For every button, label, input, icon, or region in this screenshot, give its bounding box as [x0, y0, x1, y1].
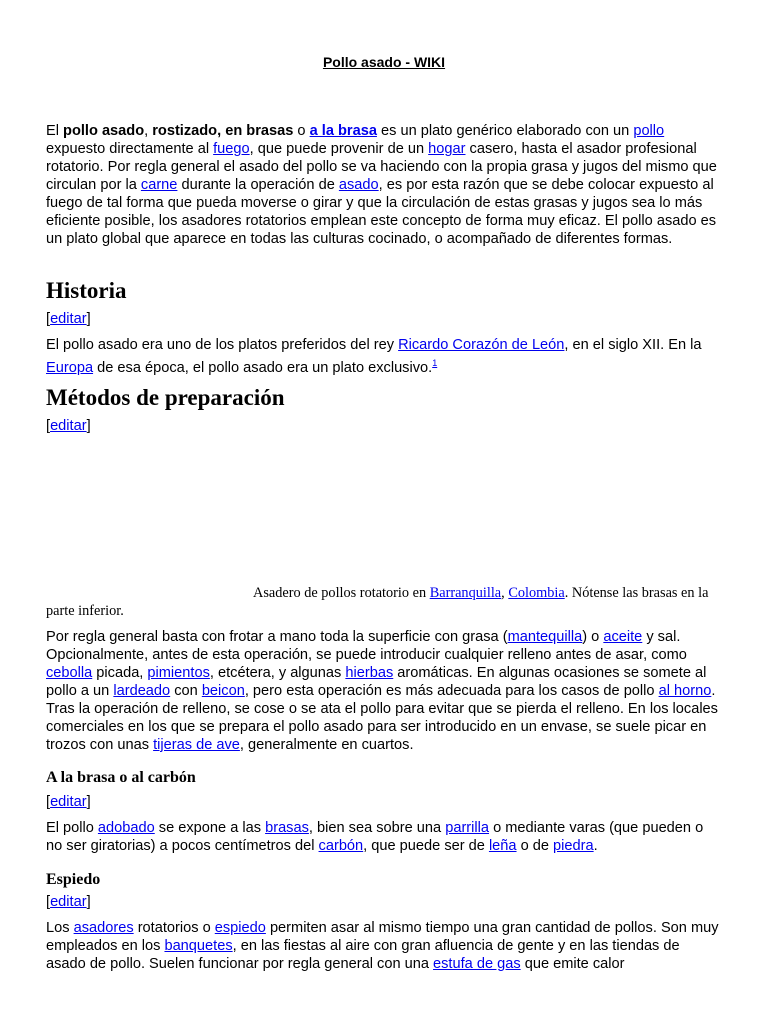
brasa-text-4: o mediante varas (que pueden o no ser giratorias) a pocos centímetros del: [46, 820, 704, 854]
metodos-text-7: con: [170, 683, 202, 699]
link-carne[interactable]: carne: [140, 177, 178, 193]
historia-text-3: de esa época, el pollo asado era un plato exclusivo.: [93, 359, 433, 376]
metodos-text-4: picada,: [92, 665, 148, 681]
reference-link-1[interactable]: 1: [432, 358, 438, 368]
link-europa[interactable]: Europa: [46, 359, 94, 376]
metodos-text-1: Por regla general basta con frotar a mano toda la superficie con grasa (: [46, 629, 508, 645]
caption-text-2: ,: [501, 585, 509, 601]
intro-text-8: durante la operación de: [177, 177, 339, 193]
edit-espiedo: [editar]: [46, 894, 91, 910]
link-asado[interactable]: asado: [338, 177, 379, 193]
espiedo-paragraph: [46, 919, 722, 973]
edit-brasa: [editar]: [46, 794, 91, 810]
metodos-paragraph: [46, 628, 722, 754]
link-fuego[interactable]: fuego: [213, 141, 250, 157]
intro-text-2: ,: [144, 123, 153, 139]
link-tijeras-de-ave[interactable]: tijeras de ave: [153, 737, 240, 753]
historia-text-2: , en el siglo XII. En la: [564, 337, 702, 353]
link-al-horno[interactable]: al horno: [658, 683, 712, 699]
heading-metodos: Métodos de preparación: [46, 385, 285, 410]
brasa-text-5: , que puede ser de: [363, 838, 489, 854]
link-pollo[interactable]: pollo: [633, 123, 665, 139]
link-hogar[interactable]: hogar: [428, 141, 466, 157]
link-ricardo[interactable]: Ricardo Corazón de León: [398, 337, 565, 353]
intro-text-9: , es por esta razón que se debe colocar expuesto al fuego de tal forma que pueda moverse o girar y que la circulación de estas grasas y jugos sea lo más eficiente posible, los asadores rotatorios emplean este concepto de forma muy eficaz. El pollo asado es un plato global que aparece en todas las culturas cocinado, o acompañado de diferentes formas.: [46, 177, 717, 247]
edit-link-historia[interactable]: editar: [50, 311, 87, 327]
historia-paragraph: [46, 336, 722, 377]
caption-text-3: . Nótense las brasas en la parte inferior.: [46, 585, 709, 619]
intro-paragraph: [46, 122, 722, 248]
link-adobado[interactable]: adobado: [97, 820, 155, 836]
link-asadores[interactable]: asadores: [73, 920, 134, 936]
intro-text-5: expuesto directamente al: [46, 141, 214, 157]
metodos-text-3: y sal. Opcionalmente, antes de esta operación, se puede introducir cualquier relleno antes de asar, como: [46, 629, 687, 663]
link-aceite[interactable]: aceite: [603, 629, 643, 645]
link-banquetes[interactable]: banquetes: [164, 938, 233, 954]
intro-text-3: o: [293, 123, 310, 139]
link-colombia[interactable]: Colombia: [508, 585, 565, 601]
intro-text-6: , que puede provenir de un: [249, 141, 429, 157]
brasa-text-3: , bien sea sobre una: [308, 820, 446, 836]
link-a-la-brasa[interactable]: a la brasa: [309, 123, 377, 139]
intro-text-4: es un plato genérico elaborado con un: [376, 123, 634, 139]
edit-historia: [editar]: [46, 311, 91, 327]
link-pimientos[interactable]: pimientos: [147, 665, 210, 681]
heading-a-la-brasa: A la brasa o al carbón: [46, 769, 196, 786]
link-estufa-de-gas[interactable]: estufa de gas: [433, 956, 521, 972]
metodos-text-2: ) o: [582, 629, 604, 645]
metodos-text-5: , etcétera, y algunas: [209, 665, 346, 681]
brasa-text-1: El pollo: [46, 820, 98, 836]
document-title-text: Pollo asado - WIKI: [322, 54, 446, 70]
espiedo-text-5: que emite calor: [520, 956, 625, 972]
espiedo-text-3: permiten asar al mismo tiempo una gran cantidad de pollos. Son muy empleados en los: [46, 920, 719, 954]
metodos-text-6: aromáticas. En algunas ocasiones se somete al pollo a un: [46, 665, 707, 699]
document-title: [0, 54, 768, 70]
intro-text-1: El: [46, 123, 64, 139]
link-beicon[interactable]: beicon: [201, 683, 245, 699]
link-hierbas[interactable]: hierbas: [345, 665, 394, 681]
brasa-text-7: .: [593, 838, 598, 854]
edit-metodos: [editar]: [46, 418, 91, 434]
link-brasas[interactable]: brasas: [265, 820, 309, 836]
brasa-text-6: o de: [516, 838, 554, 854]
espiedo-text-4: , en las fiestas al aire con gran afluencia de gente y en las tiendas de asado de pollo. Suelen funcionar por regla general con una: [46, 938, 680, 972]
heading-espiedo: Espiedo: [46, 871, 101, 888]
metodos-text-9: . Tras la operación de relleno, se cose o se ata el pollo para evitar que se pierda el relleno. En los locales comerciales en los que se prepara el pollo asado para ser introducido en un envase, se suele picar en trozos con unas: [46, 683, 718, 753]
link-barranquilla[interactable]: Barranquilla: [429, 585, 502, 601]
link-lena[interactable]: leña: [488, 838, 517, 854]
edit-link-metodos[interactable]: editar: [50, 418, 87, 434]
metodos-text-8: , pero esta operación es más adecuada para los casos de pollo: [244, 683, 659, 699]
edit-link-espiedo[interactable]: editar: [50, 894, 87, 910]
link-parrilla[interactable]: parrilla: [445, 820, 490, 836]
image-caption: [46, 584, 722, 620]
link-cebolla[interactable]: cebolla: [46, 665, 93, 681]
link-carbon[interactable]: carbón: [318, 838, 364, 854]
espiedo-text-2: rotatorios o: [133, 920, 215, 936]
historia-text-1: El pollo asado era uno de los platos preferidos del rey: [46, 337, 399, 353]
intro-bold-pollo-asado: pollo asado: [63, 123, 145, 139]
heading-historia: Historia: [46, 278, 127, 303]
intro-bold-rostizado: rostizado, en brasas: [152, 123, 294, 139]
edit-link-brasa[interactable]: editar: [50, 794, 87, 810]
link-piedra[interactable]: piedra: [553, 838, 594, 854]
link-espiedo[interactable]: espiedo: [214, 920, 266, 936]
link-mantequilla[interactable]: mantequilla: [507, 629, 583, 645]
link-lardeado[interactable]: lardeado: [113, 683, 171, 699]
intro-text-7: casero, hasta el asador profesional rotatorio. Por regla general el asado del pollo se va haciendo con la propia grasa y jugos del mismo que circulan por la: [46, 141, 717, 193]
brasa-paragraph: [46, 819, 722, 855]
brasa-text-2: se expone a las: [154, 820, 266, 836]
espiedo-text-1: Los: [46, 920, 74, 936]
metodos-text-10: , generalmente en cuartos.: [239, 737, 414, 753]
caption-text-1: Asadero de pollos rotatorio en: [253, 585, 430, 601]
